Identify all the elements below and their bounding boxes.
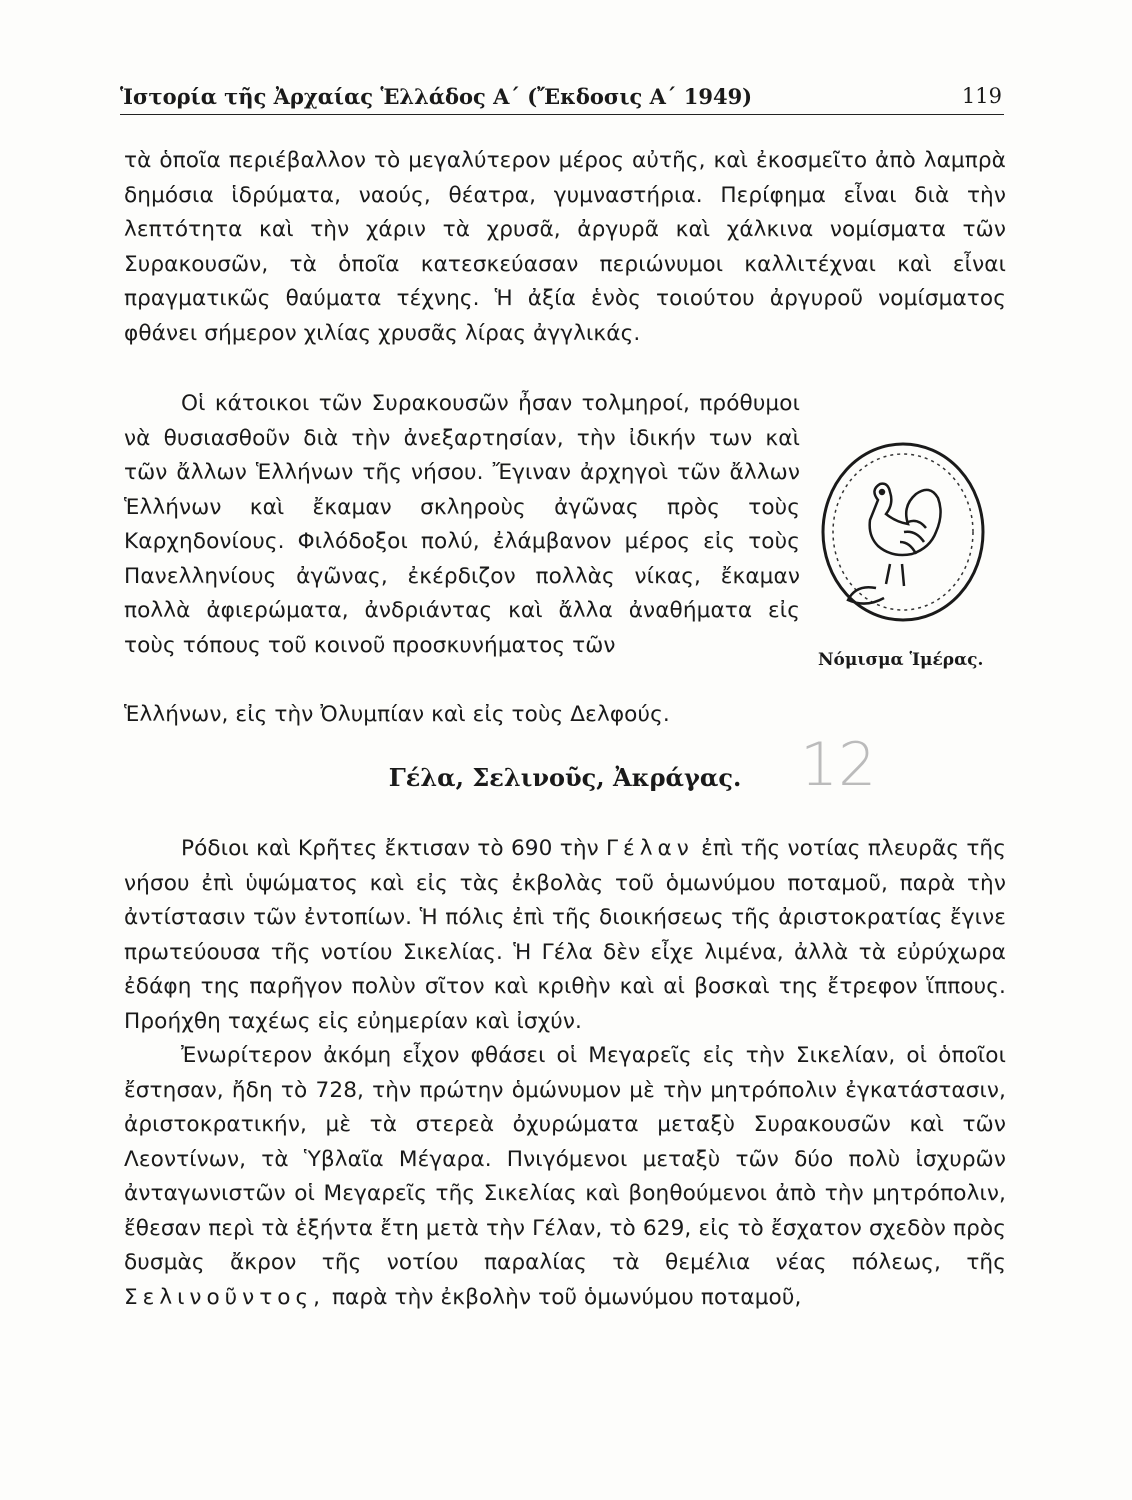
text-run: παρὰ τὴν ἐκβολὴν τοῦ ὁμωνύμου ποταμοῦ, (331, 1284, 802, 1310)
paragraph-coins (124, 144, 1006, 351)
book-title: Ἱστορία τῆς Ἀρχαίας Ἑλλάδος Α΄ (Ἔκδοσις Α΄ 1949) (120, 84, 753, 109)
handwritten-annotation: 12 (800, 730, 877, 800)
paragraph-inhabitants-end (124, 698, 1006, 733)
paragraph-megarians (124, 1039, 1006, 1315)
rooster-icon (848, 484, 941, 604)
text-run: Ρόδιοι καὶ Κρῆτες ἔκτισαν τὸ 690 τὴν (181, 836, 599, 861)
paragraph-gela-selinus (124, 832, 1006, 1315)
emphasized-name: Γέλαν (606, 836, 694, 861)
running-header (120, 78, 1004, 115)
coin-illustration (818, 440, 988, 630)
paragraph-text: Ἑλλήνων, εἰς τὴν Ὀλυμπίαν καὶ εἰς τοὺς Δελφούς. (124, 702, 670, 727)
text-run: ἐπὶ τῆς νοτίας πλευρᾶς τῆς νήσου ἐπὶ ὑψώματος καὶ εἰς τὰς ἐκβολὰς τοῦ ὁμωνύμου ποταμοῦ, παρὰ τὴν ἀντίστασιν τῶν ἐντοπίων. Ἡ πόλις ἐπὶ τῆς διοικήσεως τῆς ἀριστοκρατίας ἔγινε πρωτεύουσα τῆς νοτίου Σικελίας. Ἡ Γέλα δὲν εἶχε λιμένα, ἀλλὰ τὰ εὐρύχωρα ἐδάφη της παρῆγον πολὺν σῖτον καὶ κριθὴν καὶ αἱ βοσκαὶ της ἔτρεφον ἵππους. Προήχθη ταχέως εἰς εὐημερίαν καὶ ἰσχύν. (124, 836, 1006, 1034)
paragraph-gela (124, 832, 1006, 1039)
coin-caption: Νόμισμα Ἱμέρας. (818, 650, 984, 670)
page-number: 119 (961, 84, 1002, 108)
paragraph-inhabitants (124, 387, 800, 663)
paragraph-text: τὰ ὁποῖα περιέβαλλον τὸ μεγαλύτερον μέρος αὐτῆς, καὶ ἐκοσμεῖτο ἀπὸ λαμπρὰ δημόσια ἱδρύματα, ναούς, θέατρα, γυμναστήρια. Περίφημα εἶναι διὰ τὴν λεπτότητα καὶ τὴν χάριν τὰ χρυσᾶ, ἀργυρᾶ καὶ χάλκινα νομίσματα τῶν Συρακουσῶν, τὰ ὁποῖα κατεσκεύασαν περιώνυμοι καλλιτέχναι καὶ εἶναι πραγματικῶς θαύματα τέχνης. Ἡ ἀξία ἑνὸς τοιούτου ἀργυροῦ νομίσματος φθάνει σήμερον χιλίας χρυσᾶς λίρας ἀγγλικάς. (124, 148, 1006, 346)
paragraph-text: Οἱ κάτοικοι τῶν Συρακουσῶν ἦσαν τολμηροί, πρόθυμοι νὰ θυσιασθοῦν διὰ τὴν ἀνεξαρτησίαν, τὴν ἰδικήν των καὶ τῶν ἄλλων Ἑλλήνων τῆς νήσου. Ἔγιναν ἀρχηγοὶ τῶν ἄλλων Ἑλλήνων καὶ ἔκαμαν σκληροὺς ἀγῶνας πρὸς τοὺς Καρχηδονίους. Φιλόδοξοι πολύ, ἐλάμβανον μέρος εἰς τοὺς Πανελληνίους ἀγῶνας, ἐκέρδιζον πολλὰς νίκας, ἔκαμαν πολλὰ ἀφιερώματα, ἀνδριάντας καὶ ἄλλα ἀναθήματα εἰς τοὺς τόπους τοῦ κοινοῦ προσκυνήματος τῶν (124, 391, 800, 658)
text-run: Ἐνωρίτερον ἀκόμη εἶχον φθάσει οἱ Μεγαρεῖς εἰς τὴν Σικελίαν, οἱ ὁποῖοι ἔστησαν, ἤδη τὸ 728, τὴν πρώτην ὁμώνυμον μὲ τὴν μητρόπολιν ἐγκατάστασιν, ἀριστοκρατικήν, μὲ τὰ στερεὰ ὀχυρώματα μεταξὺ Συρακουσῶν καὶ τῶν Λεοντίνων, τὰ Ὑβλαῖα Μέγαρα. Πνιγόμενοι μεταξὺ τῶν δύο πολὺ ἰσχυρῶν ἀνταγωνιστῶν οἱ Μεγαρεῖς τῆς Σικελίας καὶ βοηθούμενοι ἀπὸ τὴν μητρόπολιν, ἔθεσαν περὶ τὰ ἑξήντα ἔτη μετὰ τὴν Γέλαν, τὸ 629, εἰς τὸ ἔσχατον σχεδὸν πρὸς δυσμὰς ἄκρον τῆς νοτίου παραλίας τὰ θεμέλια νέας πόλεως, τῆς (124, 1043, 1006, 1275)
section-heading: Γέλα, Σελινοῦς, Ἀκράγας. (388, 763, 742, 792)
emphasized-name: Σελινοῦντος, (124, 1284, 325, 1310)
